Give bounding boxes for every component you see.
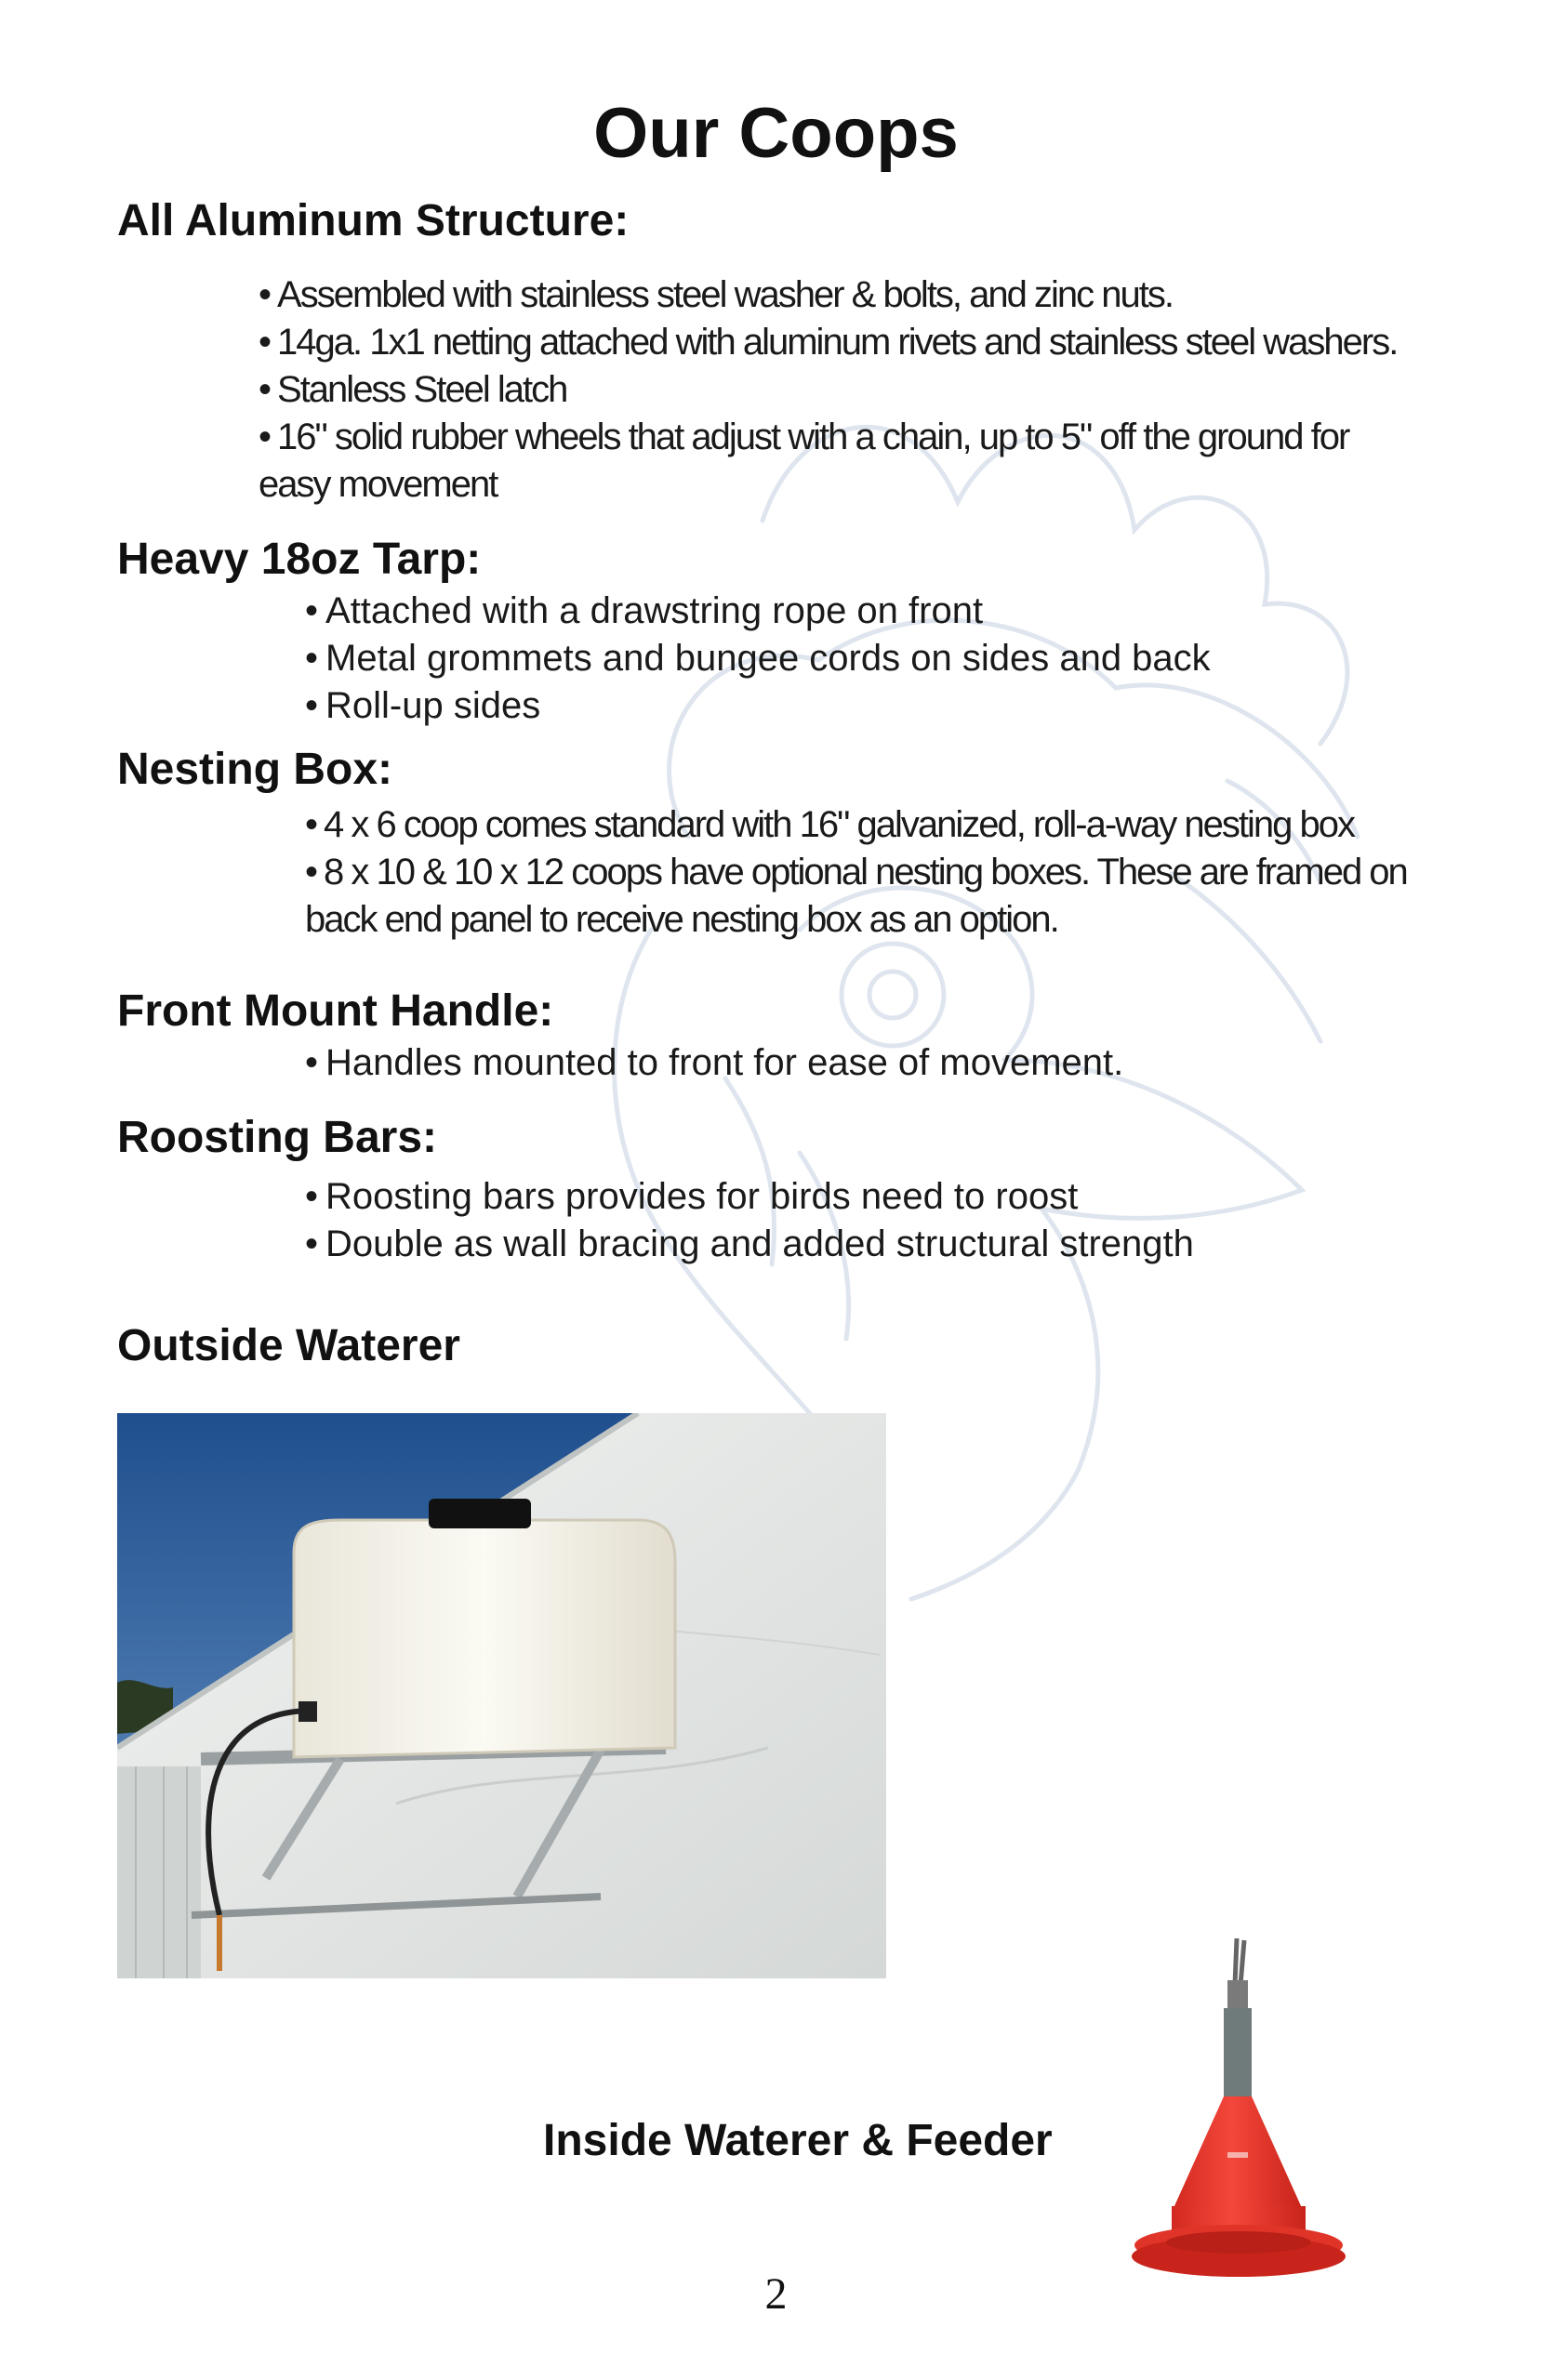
section-heading-nesting: Nesting Box: (117, 745, 393, 794)
list-item: • Roll-up sides (305, 682, 1421, 730)
list-item: • 14ga. 1x1 netting attached with aluminum rivets and stainless steel washers. (259, 319, 1467, 366)
aluminum-bullet-list (259, 271, 1467, 509)
outside-waterer-photo (117, 1413, 886, 1978)
list-item: • Assembled with stainless steel washer & bolts, and zinc nuts. (259, 271, 1467, 319)
handle-bullet-list (305, 1039, 1421, 1087)
section-heading-roosting: Roosting Bars: (117, 1113, 438, 1162)
section-heading-tarp: Heavy 18oz Tarp: (117, 535, 482, 584)
list-item: • 16" solid rubber wheels that adjust with a chain, up to 5" off the ground for easy movement (259, 414, 1412, 509)
roosting-bullet-list (305, 1173, 1421, 1268)
section-heading-handle: Front Mount Handle: (117, 986, 554, 1036)
list-item: • Double as wall bracing and added structural strength (305, 1221, 1421, 1268)
list-item: • 4 x 6 coop comes standard with 16" galvanized, roll-a-way nesting box (305, 801, 1449, 849)
inside-waterer-caption: Inside Waterer & Feeder (543, 2116, 1053, 2165)
inside-waterer-feeder-icon (1116, 1929, 1348, 2301)
page-number: 2 (764, 2269, 788, 2319)
tarp-bullet-list (305, 588, 1421, 730)
list-item: • Handles mounted to front for ease of movement. (305, 1039, 1421, 1087)
list-item: • Metal grommets and bungee cords on sides and back (305, 635, 1421, 682)
list-item: • Stanless Steel latch (259, 366, 1467, 414)
list-item: • Roosting bars provides for birds need to roost (305, 1173, 1421, 1221)
nesting-bullet-list (305, 801, 1449, 944)
list-item: • 8 x 10 & 10 x 12 coops have optional nesting boxes. These are framed on back end panel to receive nesting box as an option. (305, 849, 1449, 944)
section-heading-outside-waterer: Outside Waterer (117, 1321, 460, 1370)
list-item: • Attached with a drawstring rope on front (305, 588, 1421, 635)
page-title: Our Coops (593, 94, 959, 173)
section-heading-aluminum: All Aluminum Structure: (117, 196, 630, 245)
